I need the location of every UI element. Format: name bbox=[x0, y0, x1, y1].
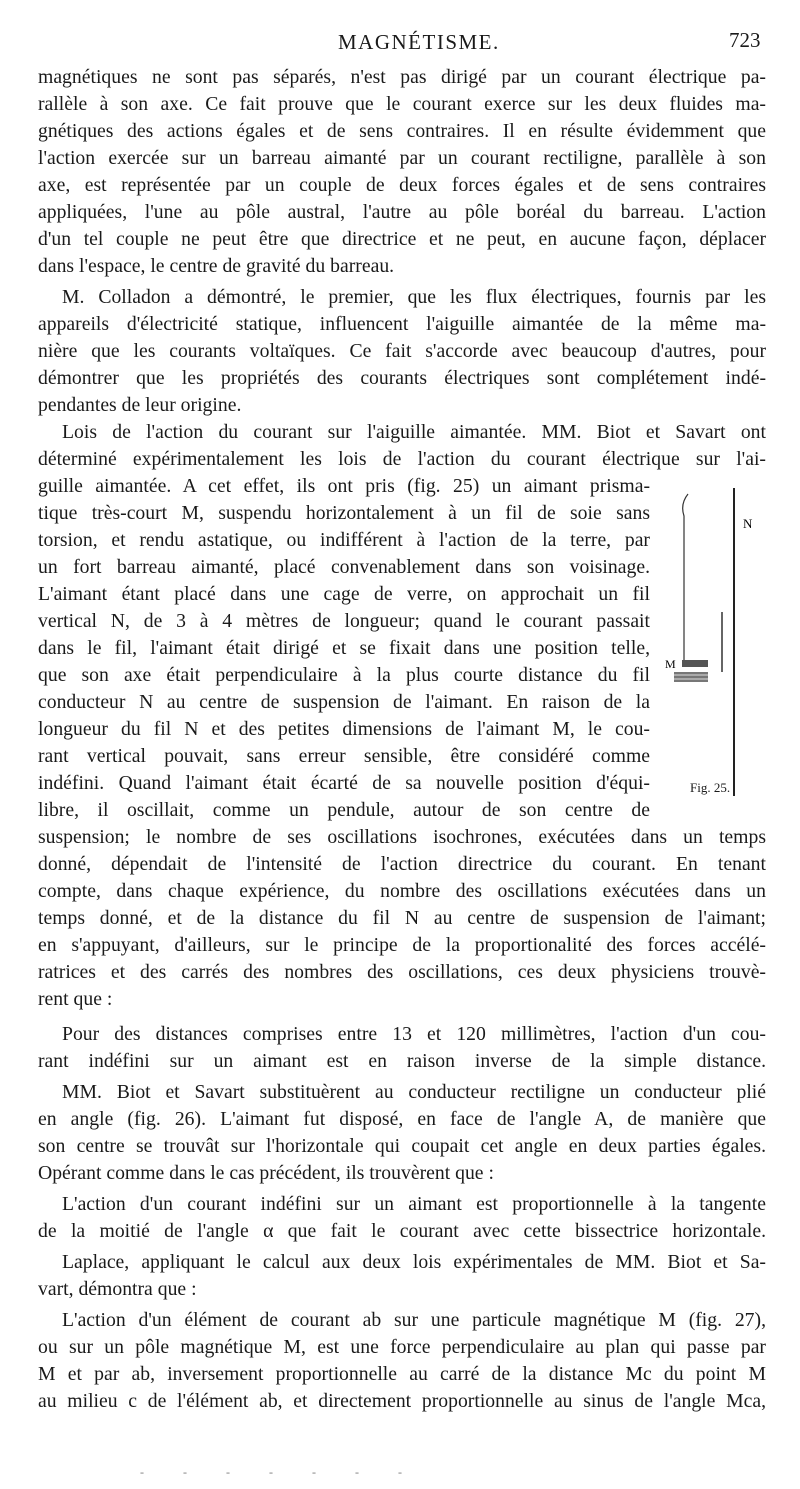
text-line: MM. Biot et Savart substituèrent au conducteur rectiligne un conducteur plié bbox=[62, 1081, 766, 1103]
text-line: conducteur N au centre de suspension de l'aimant. En raison de la bbox=[38, 691, 650, 713]
text-line: tique très-court M, suspendu horizontalement à un fil de soie sans bbox=[38, 502, 650, 524]
text-line: rallèle à son axe. Ce fait prouve que le courant exerce sur les deux fluides ma- bbox=[38, 93, 766, 115]
text-line: un fort barreau aimanté, placé convenablement dans son voisinage. bbox=[38, 556, 650, 578]
text-line: L'action d'un courant indéfini sur un aimant est proportionnelle à la tangente bbox=[62, 1193, 766, 1215]
label-M: M bbox=[665, 657, 676, 671]
text-line: compte, dans chaque expérience, du nombre des oscillations exécutées dans un bbox=[38, 880, 766, 902]
text-line: rant vertical pouvait, sans erreur sensible, être considéré comme bbox=[38, 745, 650, 767]
text-line: torsion, et rendu astatique, ou indifférent à l'action de la terre, par bbox=[38, 529, 650, 551]
text-line: en angle (fig. 26). L'aimant fut disposé, en face de l'angle A, de manière que bbox=[38, 1108, 766, 1130]
text-line: gnétiques des actions égales et de sens contraires. Il en résulte évidemment que bbox=[38, 120, 766, 142]
text-line: magnétiques ne sont pas séparés, n'est pas dirigé par un courant électrique pa- bbox=[38, 66, 766, 88]
text-line: dans le fil, l'aimant était dirigé et se fixait dans une position telle, bbox=[38, 637, 650, 659]
text-line: Pour des distances comprises entre 13 et 120 millimètres, l'action d'un cou- bbox=[62, 1023, 766, 1045]
text-line: pendantes de leur origine. bbox=[38, 394, 242, 416]
text-line: en s'appuyant, d'ailleurs, sur le principe de la proportionalité des forces accélé- bbox=[38, 934, 766, 956]
text-line: de la moitié de l'angle α que fait le courant avec cette bissectrice horizontale. bbox=[38, 1220, 766, 1242]
figure-25 bbox=[660, 476, 770, 806]
text-line: L'action d'un élément de courant ab sur une particule magnétique M (fig. 27), bbox=[62, 1309, 766, 1331]
text-line: Laplace, appliquant le calcul aux deux lois expérimentales de MM. Biot et Sa- bbox=[62, 1251, 766, 1273]
text-line: axe, est représentée par un couple de deux forces égales et de sens contraires bbox=[38, 174, 766, 196]
text-line: suspension; le nombre de ses oscillations isochrones, exécutées dans un temps bbox=[38, 826, 766, 848]
text-line: temps donné, et de la distance du fil N au centre de suspension de l'aimant; bbox=[38, 907, 766, 929]
text-line: libre, il oscillait, comme un pendule, autour de son centre de bbox=[38, 799, 650, 821]
page-number: 723 bbox=[729, 28, 761, 52]
text-line: dans l'espace, le centre de gravité du barreau. bbox=[38, 255, 395, 277]
text-line: rant indéfini sur un aimant est en raison inverse de la simple distance. bbox=[38, 1050, 766, 1072]
running-header bbox=[0, 28, 800, 62]
text-line: déterminé expérimentalement les lois de l'action du courant électrique sur l'ai- bbox=[38, 448, 766, 470]
text-line: que son axe était perpendiculaire à la plus courte distance du fil bbox=[38, 664, 650, 686]
text-line: indéfini. Quand l'aimant était écarté de sa nouvelle position d'équi- bbox=[38, 772, 650, 794]
text-line: appliquées, l'une au pôle austral, l'autre au pôle boréal du barreau. L'action bbox=[38, 201, 766, 223]
text-line: M et par ab, inversement proportionnelle au carré de la distance Mc du point M bbox=[38, 1363, 766, 1385]
text-line: rent que : bbox=[38, 988, 113, 1010]
text-line: vertical N, de 3 à 4 mètres de longueur; quand le courant passait bbox=[38, 610, 650, 632]
text-line: démontrer que les propriétés des courants électriques sont complétement indé- bbox=[38, 367, 766, 389]
text-line: donné, dépendait de l'intensité de l'action directrice du courant. En tenant bbox=[38, 853, 766, 875]
figure-caption: Fig. 25. bbox=[690, 780, 731, 795]
text-line: longueur du fil N et des petites dimensions de l'aimant M, le cou- bbox=[38, 718, 650, 740]
text-line: M. Colladon a démontré, le premier, que les flux électriques, fournis par les bbox=[62, 286, 766, 308]
text-line: l'action exercée sur un barreau aimanté par un courant rectiligne, parallèle à son bbox=[38, 147, 766, 169]
text-line: ou sur un pôle magnétique M, est une force perpendiculaire au plan qui passe par bbox=[38, 1336, 766, 1358]
text-line: d'un tel couple ne peut être que directrice et ne peut, en aucune façon, déplacer bbox=[38, 228, 766, 250]
text-line: Lois de l'action du courant sur l'aiguille aimantée. MM. Biot et Savart ont bbox=[62, 421, 766, 443]
footer-marks: - - - - - - - bbox=[140, 1465, 420, 1479]
text-line: appareils d'électricité statique, influencent l'aiguille aimantée de la même ma- bbox=[38, 313, 766, 335]
text-line: son centre se trouvât sur l'horizontale qui coupait cet angle en deux parties égales. bbox=[38, 1135, 766, 1157]
text-line: vart, démontra que : bbox=[38, 1278, 197, 1300]
text-line: nière que les courants voltaïques. Ce fait s'accorde avec beaucoup d'autres, pour bbox=[38, 340, 766, 362]
text-line: L'aimant étant placé dans une cage de verre, on approchait un fil bbox=[38, 583, 650, 605]
text-line: ratrices et des carrés des nombres des oscillations, ces deux physiciens trouvè- bbox=[38, 961, 766, 983]
text-line: guille aimantée. A cet effet, ils ont pris (fig. 25) un aimant prisma- bbox=[38, 475, 650, 497]
running-title: MAGNÉTISME. bbox=[338, 30, 500, 54]
figure-25-drawing bbox=[660, 476, 770, 806]
label-N: N bbox=[743, 516, 753, 531]
text-line: au milieu c de l'élément ab, et directement proportionnelle au sinus de l'angle Mca, bbox=[38, 1390, 766, 1412]
text-line: Opérant comme dans le cas précédent, ils trouvèrent que : bbox=[38, 1162, 494, 1184]
